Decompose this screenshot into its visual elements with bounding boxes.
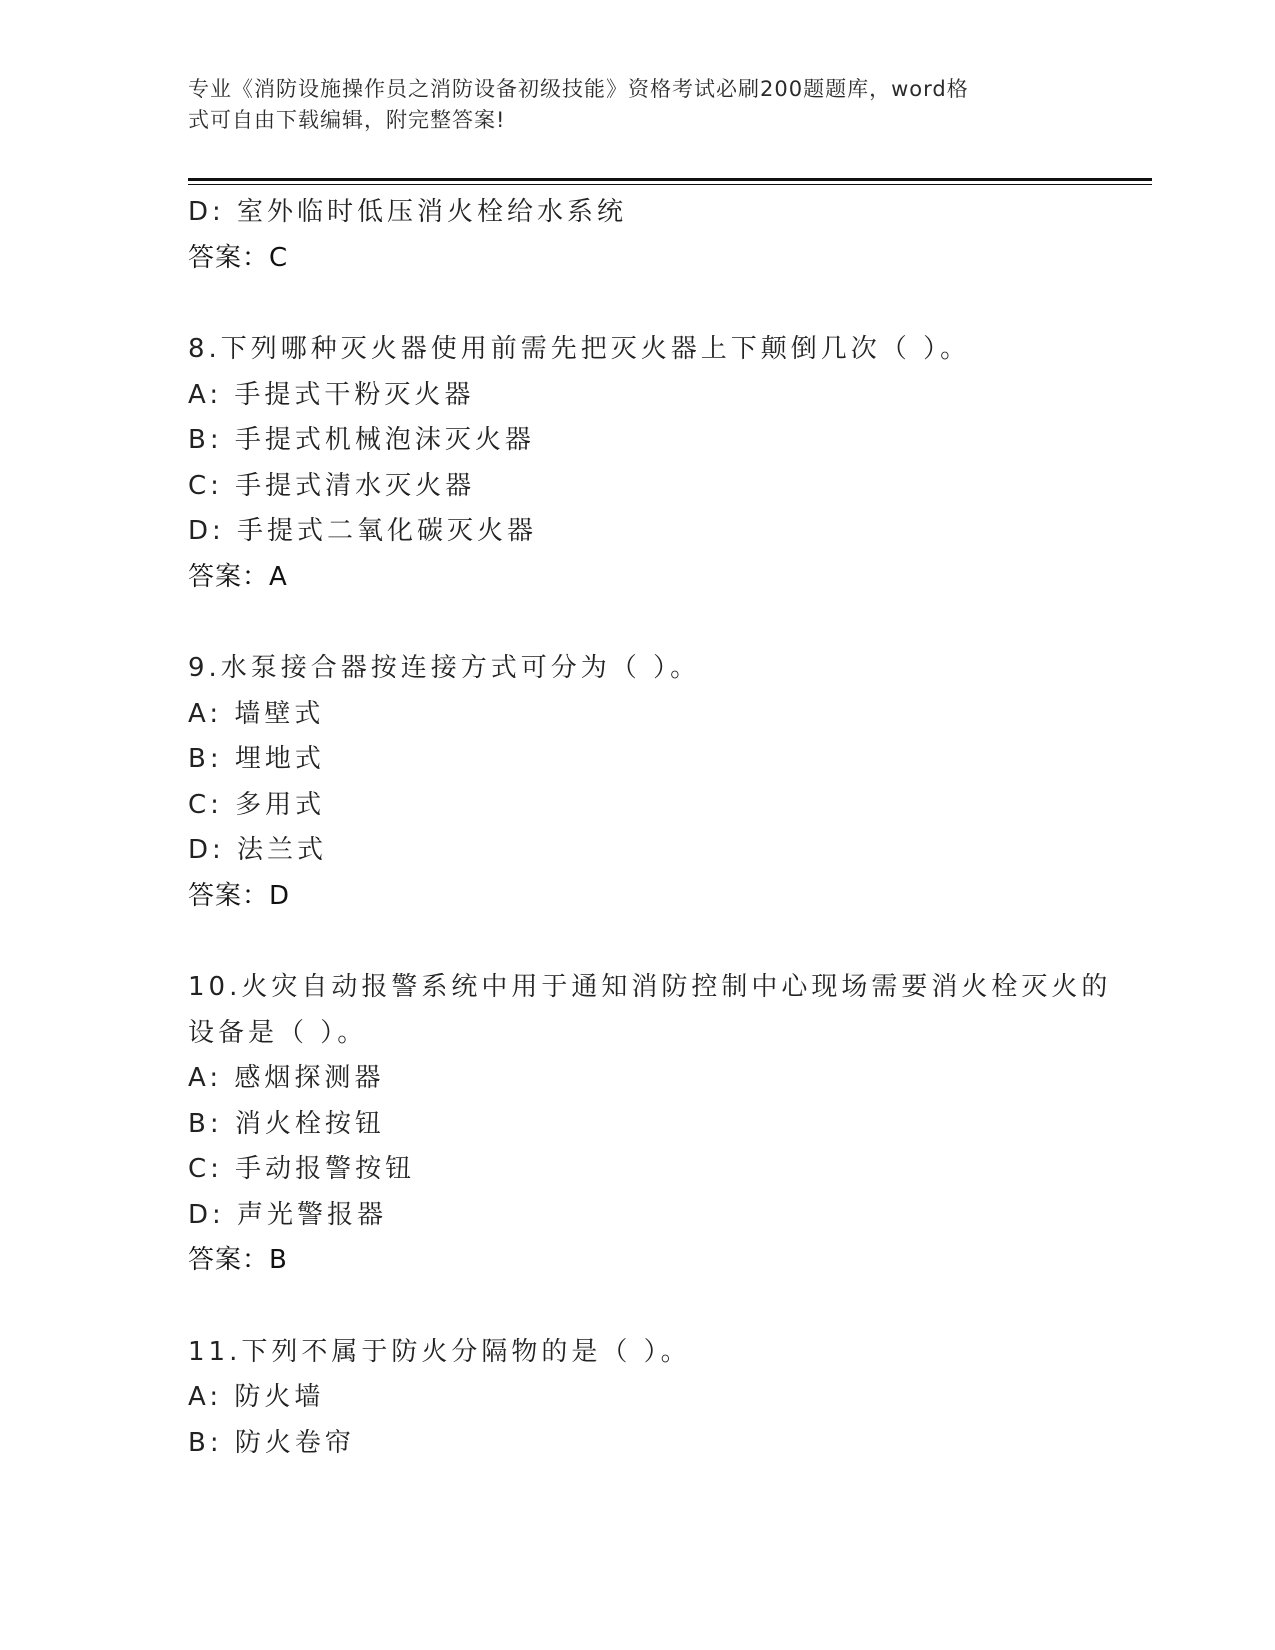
answer: 答案：B [188,1245,288,1275]
question-9 [188,646,1118,919]
option-c: C: 多用式 [188,789,326,820]
option-a: A: 手提式干粉灭火器 [188,379,475,410]
question-10 [188,965,1118,1284]
question-text: 11.下列不属于防火分隔物的是（ ）。 [188,1336,691,1367]
option-d: D: 法兰式 [188,835,328,865]
option-b: B: 埋地式 [188,744,325,774]
header-divider-thick [188,178,1152,181]
question-text-line-2: 设备是（ ）。 [188,1017,368,1048]
question-text: 8.下列哪种灭火器使用前需先把灭火器上下颠倒几次（ ）。 [188,334,971,364]
option-b: B: 手提式机械泡沫灭火器 [188,425,535,455]
option-a: A: 墙壁式 [188,698,325,729]
prev-question-tail [188,190,1118,281]
answer: 答案：C [188,242,289,273]
question-text-line-1: 10.火灾自动报警系统中用于通知消防控制中心现场需要消火栓灭火的 [188,972,1112,1002]
header-line-1: 专业《消防设施操作员之消防设备初级技能》资格考试必刷200题题库，word格 [188,77,969,101]
question-list [188,190,1118,1466]
option-c: C: 手动报警按钮 [188,1154,416,1184]
question-11 [188,1330,1118,1467]
document-header [188,74,1068,136]
option-b: B: 防火卷帘 [188,1427,355,1458]
option-d: D: 室外临时低压消火栓给水系统 [188,197,628,227]
header-line-2: 式可自由下载编辑，附完整答案! [188,108,506,132]
answer: 答案：A [188,561,288,592]
option-d: D: 声光警报器 [188,1199,388,1230]
header-divider-thin [188,184,1152,185]
option-c: C: 手提式清水灭火器 [188,470,476,501]
question-text: 9.水泵接合器按连接方式可分为（ ）。 [188,653,701,683]
answer: 答案：D [188,880,291,911]
option-d: D: 手提式二氧化碳灭火器 [188,516,538,546]
question-8 [188,327,1118,600]
option-a: A: 防火墙 [188,1382,325,1412]
option-a: A: 感烟探测器 [188,1063,385,1093]
option-b: B: 消火栓按钮 [188,1108,385,1139]
